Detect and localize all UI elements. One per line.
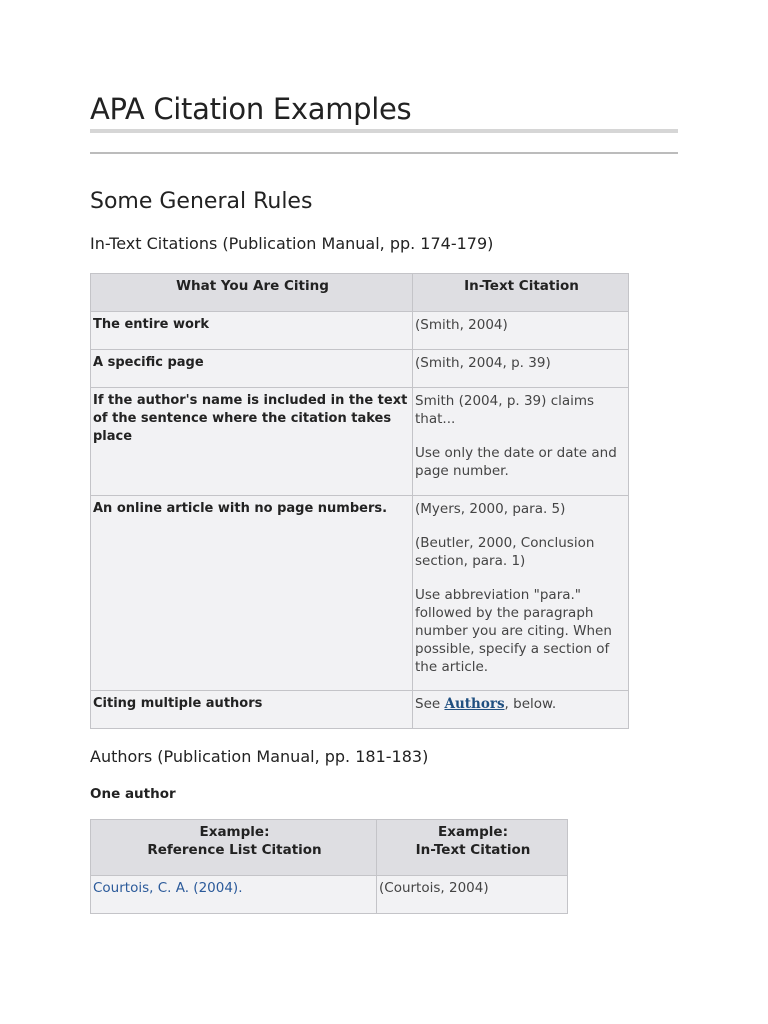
column-header	[377, 820, 568, 876]
section-divider	[90, 152, 678, 154]
citation-note: Use abbreviation "para." followed by the paragraph number you are citing. When possible, specify a section of the article.	[415, 587, 612, 675]
table-row	[91, 876, 568, 914]
see-text: See	[415, 696, 445, 712]
citation-cell	[413, 388, 629, 496]
author-table	[90, 819, 568, 914]
header-label: In-Text Citation	[415, 842, 531, 858]
header-label: Reference List Citation	[147, 842, 322, 858]
citation-text: (Smith, 2004, p. 39)	[415, 355, 551, 371]
citation-table	[90, 273, 629, 729]
citing-cell: The entire work	[91, 312, 413, 350]
one-author-heading: One author	[90, 786, 176, 802]
table-row	[91, 312, 629, 350]
column-header: What You Are Citing	[91, 274, 413, 312]
citation-cell	[413, 312, 629, 350]
page-title: APA Citation Examples	[90, 92, 412, 126]
column-header	[91, 820, 377, 876]
below-text: , below.	[504, 696, 557, 712]
citation-note: Use only the date or date and page number.	[415, 445, 617, 479]
citing-cell: An online article with no page numbers.	[91, 496, 413, 691]
header-label: Example:	[199, 824, 270, 840]
citation-cell	[413, 496, 629, 691]
in-text-cell: (Courtois, 2004)	[377, 876, 568, 914]
citation-text: (Smith, 2004)	[415, 317, 508, 333]
citation-cell	[413, 691, 629, 729]
reference-link[interactable]: Courtois, C. A. (2004).	[93, 880, 243, 896]
table-row	[91, 350, 629, 388]
reference-cell	[91, 876, 377, 914]
header-label: Example:	[438, 824, 508, 840]
title-underline	[90, 129, 678, 133]
citation-text: (Beutler, 2000, Conclusion section, para. 1)	[415, 535, 595, 569]
table-row	[91, 388, 629, 496]
authors-link[interactable]: Authors	[444, 696, 505, 712]
authors-heading: Authors (Publication Manual, pp. 181-183)	[90, 747, 429, 766]
citation-cell	[413, 350, 629, 388]
in-text-citations-heading: In-Text Citations (Publication Manual, pp. 174-179)	[90, 234, 494, 253]
citation-text: Smith (2004, p. 39) claims that...	[415, 393, 595, 427]
table-row	[91, 691, 629, 729]
column-header: In-Text Citation	[413, 274, 629, 312]
citing-cell: A specific page	[91, 350, 413, 388]
citing-cell: If the author's name is included in the text of the sentence where the citation takes place	[91, 388, 413, 496]
table-row	[91, 496, 629, 691]
citation-text: (Myers, 2000, para. 5)	[415, 501, 566, 517]
section-heading: Some General Rules	[90, 189, 313, 214]
table-header-row	[91, 274, 629, 312]
citing-cell: Citing multiple authors	[91, 691, 413, 729]
table-header-row	[91, 820, 568, 876]
